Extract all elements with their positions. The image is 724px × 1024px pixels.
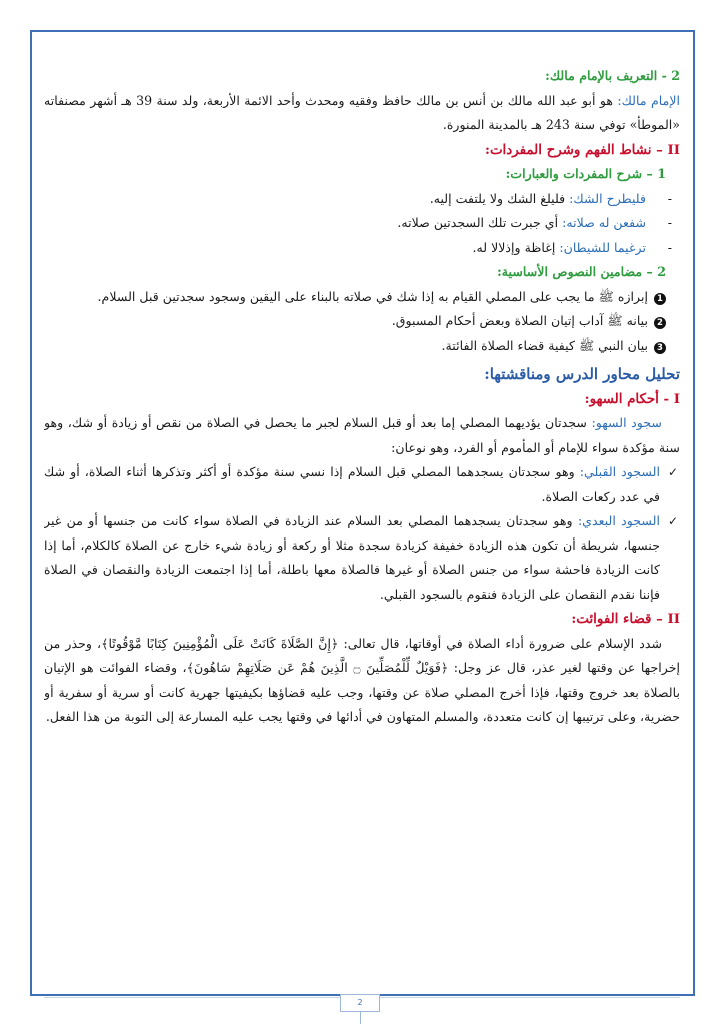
heading-qada: II – قضاء الفوائت: (571, 611, 680, 627)
content-point-text: بيانه ﷺ آداب إتيان الصلاة وبعض أحكام المسبوق. (391, 313, 648, 328)
vocab-list (44, 187, 680, 261)
vocab-definition: أي جبرت تلك السجدتين صلاته. (397, 215, 563, 230)
sujud-type-term: السجود القبلي: (579, 464, 661, 479)
content-point-text: بيان النبي ﷺ كيفية قضاء الصلاة الفائتة. (441, 337, 648, 353)
quran-verse-2: ﴿فَوَيْلٌ لِّلْمُصَلِّينَ ۝ الَّذِينَ هُمْ عَن صَلَاتِهِمْ سَاهُونَ﴾ (186, 660, 449, 675)
vocab-term: فليطرح الشك: (569, 190, 646, 206)
quran-verse-1: ﴿إِنَّ الصَّلَاةَ كَانَتْ عَلَى الْمُؤْمِنِينَ كِتَابًا مَّوْقُوتًا﴾ (101, 635, 339, 651)
heading-imam-malik: 2 - التعريف بالإمام مالك: (545, 68, 680, 83)
content-point-text: إبرازه ﷺ ما يجب على المصلي القيام به إذا شك في صلاته بالبناء على اليقين وسجود سجدتين قبل السلام. (97, 288, 648, 304)
number-badge: 1 (654, 293, 666, 305)
sujud-type-item (44, 460, 678, 509)
number-badge: 2 (654, 317, 666, 329)
check-icon: ✓ (667, 514, 678, 528)
page-number-stem (360, 1012, 361, 1024)
number-badge: 3 (654, 342, 666, 354)
sujud-type-item (44, 509, 678, 607)
qada-text-3: ، وقضاء الفوائت هو الإتيان بالصلاة بعد خروج وقتها، فإذا أخرج المصلي صلاة عن وقتها، وجب عليه قضاؤها بكيفيتها جهرية كانت أو سرية أو سفرية أو حضرية، وعلى ترتيبها إن كانت متعددة، والمسلم المتهاون في أدائها في وقتها يجب عليه المسارعة إلى التوبة من هذا الفعل. (44, 660, 680, 724)
content-point (44, 285, 666, 310)
sahw-body: سجدتان يؤديهما المصلي إما بعد أو قبل السلام لجبر ما يحصل في الصلاة من نقص أو زيادة أو شك، وهو سنة مؤكدة سواء للإمام أو المأموم أو الفرد، وهو نوعان: (44, 415, 680, 455)
imam-malik-body: هو أبو عبد الله مالك بن أنس بن مالك حافظ وفقيه ومحدث وأحد الائمة الأربعة، ولد سنة 39 هـ أشهر مصنفاته «الموطأ» توفي سنة 243 هـ بالمدينة المنورة. (44, 92, 680, 132)
sujud-types-list (44, 460, 680, 607)
vocab-item: - فليطرح الشك: فليلغ الشك ولا يلتفت إليه. (429, 190, 672, 206)
vocab-item: - ترغيما للشيطان: إغاظة وإذلالا له. (472, 239, 672, 255)
vocab-term: ترغيما للشيطان: (559, 239, 646, 255)
content-point (44, 309, 666, 334)
sujud-type-term: السجود البعدي: (577, 513, 660, 528)
imam-malik-term: الإمام مالك: (617, 92, 680, 108)
content-point (44, 334, 666, 359)
sahw-term: سجود السهو: (591, 415, 662, 430)
heading-sahw: I - أحكام السهو: (584, 390, 680, 407)
heading-main-contents: 2 – مضامين النصوص الأساسية: (497, 264, 666, 279)
heading-analysis: تحليل محاور الدرس ومناقشتها: (484, 365, 680, 383)
document-body (44, 64, 680, 984)
vocab-definition: إغاظة وإذلالا له. (472, 239, 560, 255)
sahw-paragraph (44, 411, 680, 460)
vocab-definition: فليلغ الشك ولا يلتفت إليه. (429, 190, 570, 206)
heading-comprehension: II – نشاط الفهم وشرح المفردات: (485, 141, 680, 158)
heading-vocab: 1 – شرح المفردات والعبارات: (505, 166, 666, 181)
vocab-item: - شفعن له صلاته: أي جبرت تلك السجدتين صلاته. (397, 215, 672, 230)
vocab-term: شفعن له صلاته: (562, 215, 646, 230)
imam-malik-paragraph (44, 89, 680, 138)
check-icon: ✓ (667, 465, 678, 479)
qada-text-1: شدد الإسلام على ضرورة أداء الصلاة في أوقاتها، قال تعالى: (338, 635, 662, 651)
sujud-type-body: وهو سجدتان يسجدهما المصلي بعد السلام عند الزيادة في الصلاة سواء كانت من جنسها أو من غير جنسها، شريطة أن تكون هذه الزيادة خفيفة كزيادة سجدة مثلا أو ركعة أو زيادة شيء خارج عن الصلاة كالكلام، أما إذا كانت الزيادة فاحشة سواء من جنس الصلاة أو غيرها فالصلاة معها باطلة، أما إذا اجتمعت الزيادة والنقصان في الصلاة فإننا نقدم النقصان على الزيادة فنقوم بالسجود القبلي. (44, 513, 660, 602)
main-contents-list (44, 285, 680, 359)
qada-paragraph (44, 632, 680, 730)
sujud-type-body: وهو سجدتان يسجدهما المصلي قبل السلام إذا نسي سنة مؤكدة أو أكثر وتذكرها أثناء الصلاة، أو شك في عدد ركعات الصلاة. (44, 464, 660, 504)
page-number: 2 (340, 994, 380, 1012)
qada-text-2: ، وحذر من إخراجها عن وقتها لغير عذر، قال عز وجل: (44, 635, 680, 675)
